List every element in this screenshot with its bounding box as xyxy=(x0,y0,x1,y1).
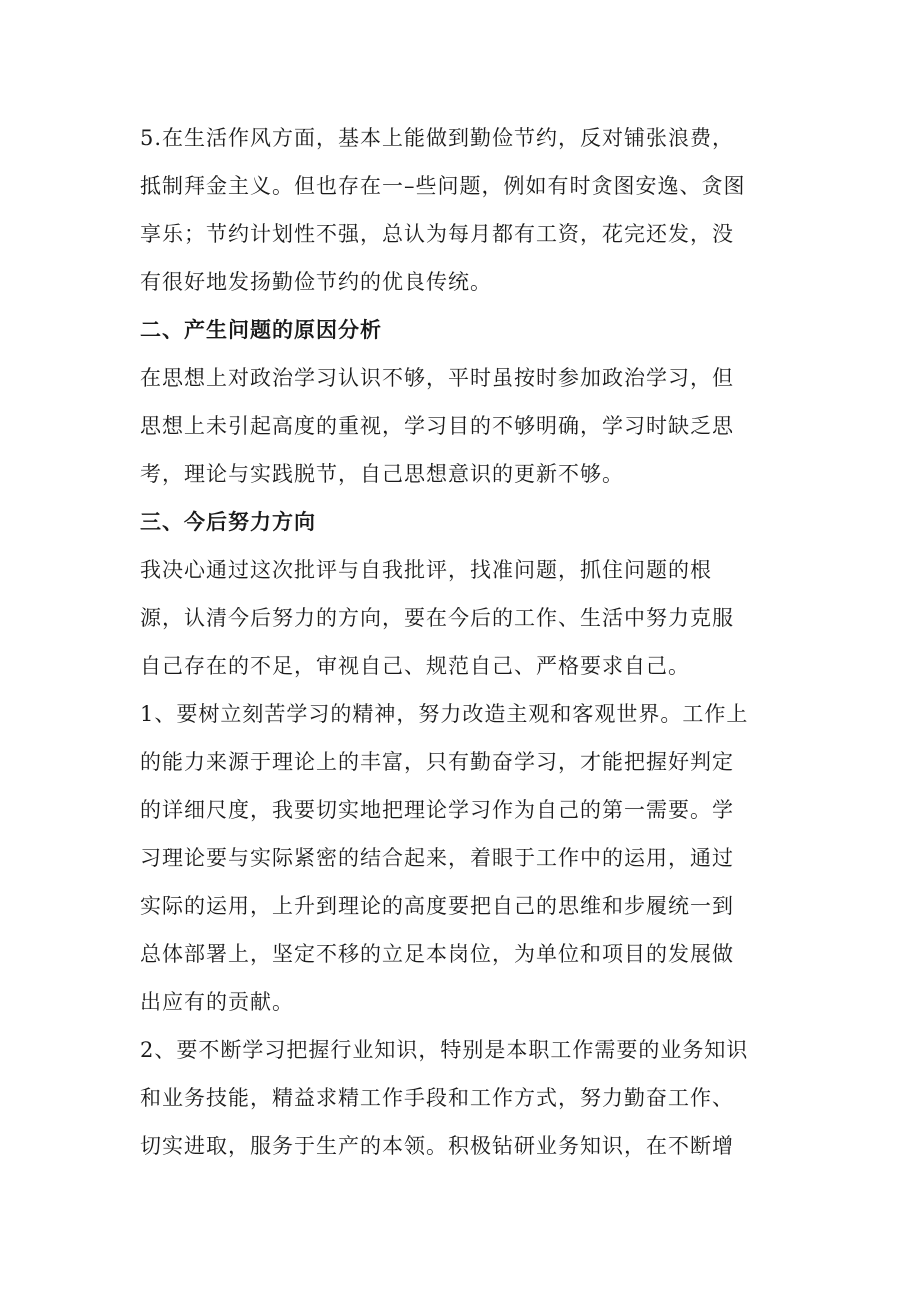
body-line: 有很好地发扬勤俭节约的优良传统。 xyxy=(140,270,492,294)
body-line: 我决心通过这次批评与自我批评，找准问题，抓住问题的根 xyxy=(140,558,712,582)
body-line: 1、要树立刻苦学习的精神，努力改造主观和客观世界。工作上 xyxy=(140,702,749,726)
body-line: 思想上未引起高度的重视，学习目的不够明确，学习时缺乏思 xyxy=(140,414,734,438)
body-line: 5.在生活作风方面，基本上能做到勤俭节约，反对铺张浪费， xyxy=(140,126,735,150)
body-line: 和业务技能，精益求精工作手段和工作方式，努力勤奋工作、 xyxy=(140,1086,734,1110)
body-line: 习理论要与实际紧密的结合起来，着眼于工作中的运用，通过 xyxy=(140,846,734,870)
body-line: 享乐；节约计划性不强，总认为每月都有工资，花完还发，没 xyxy=(140,222,734,246)
body-line: 2、要不断学习把握行业知识，特别是本职工作需要的业务知识 xyxy=(140,1038,749,1062)
body-line: 的详细尺度，我要切实地把理论学习作为自己的第一需要。学 xyxy=(140,798,734,822)
body-line: 出应有的贡献。 xyxy=(140,990,294,1014)
body-line: 在思想上对政治学习认识不够，平时虽按时参加政治学习，但 xyxy=(140,366,734,390)
body-line: 源，认清今后努力的方向，要在今后的工作、生活中努力克服 xyxy=(140,606,734,630)
body-line: 总体部署上，坚定不移的立足本岗位，为单位和项目的发展做 xyxy=(140,942,734,966)
body-line: 切实进取，服务于生产的本领。积极钻研业务知识，在不断增 xyxy=(140,1134,734,1158)
body-line: 自己存在的不足，审视自己、规范自己、严格要求自己。 xyxy=(140,654,690,678)
body-line: 实际的运用，上升到理论的高度要把自己的思维和步履统一到 xyxy=(140,894,734,918)
body-line: 抵制拜金主义。但也存在一–些问题，例如有时贪图安逸、贪图 xyxy=(140,174,746,198)
section-heading: 三、今后努力方向 xyxy=(140,510,316,534)
body-line: 的能力来源于理论上的丰富，只有勤奋学习，才能把握好判定 xyxy=(140,750,734,774)
document-body xyxy=(140,114,790,1170)
body-line: 考，理论与实践脱节，自己思想意识的更新不够。 xyxy=(140,462,624,486)
section-heading: 二、产生问题的原因分析 xyxy=(140,318,382,342)
